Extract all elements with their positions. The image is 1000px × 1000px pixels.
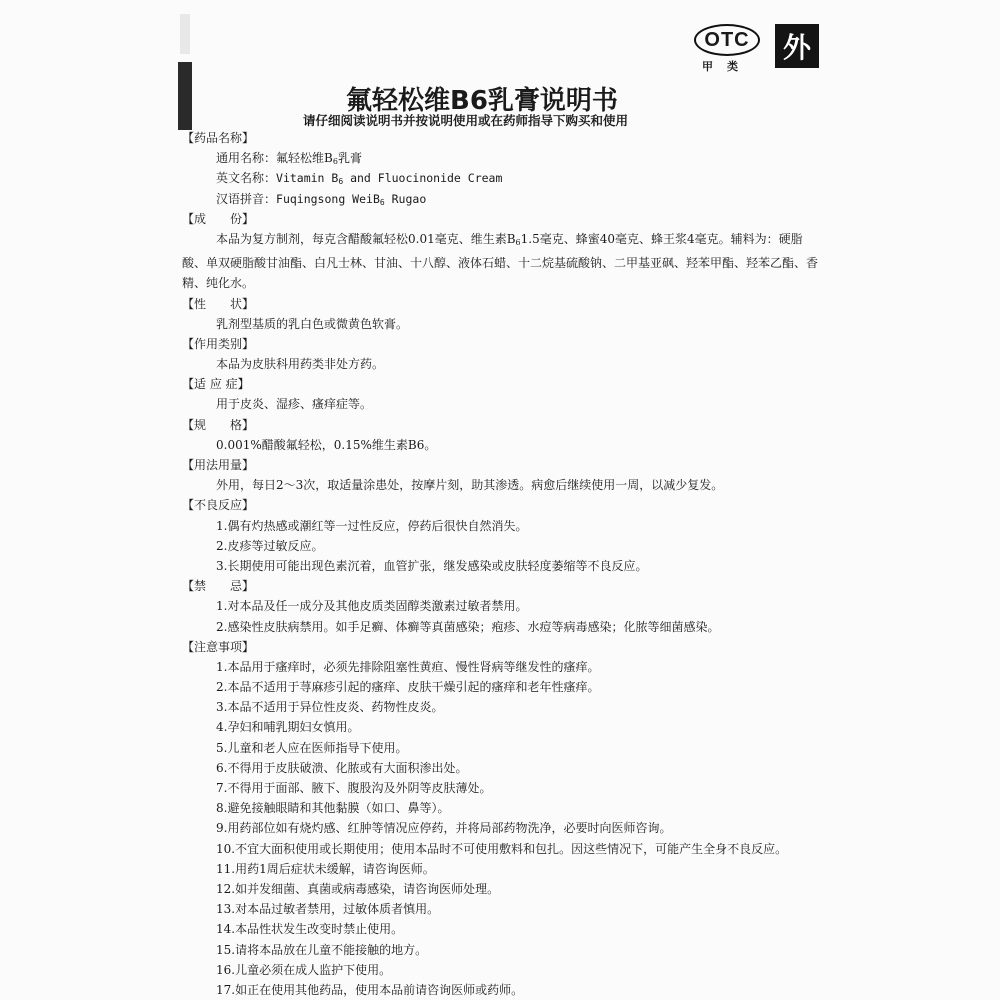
precaution-item: 2.本品不适用于荨麻疹引起的瘙痒、皮肤干燥引起的瘙痒和老年性瘙痒。: [216, 680, 600, 695]
precaution-item: 11.用药1周后症状未缓解，请咨询医师。: [216, 861, 435, 876]
pinyin-name-value: Fuqingsong WeiB$_6$ Rugao: [276, 191, 427, 207]
leaflet-content: [182, 128, 822, 1000]
precaution-item: 10.不宜大面积使用或长期使用；使用本品时不可使用敷料和包扎。因这些情况下，可能产生全身不良反应。: [216, 841, 788, 856]
adverse-item: 3.长期使用可能出现色素沉着，血管扩张，继发感染或皮肤轻度萎缩等不良反应。: [216, 558, 648, 573]
pinyin-name-label: 汉语拼音：: [216, 191, 277, 206]
english-name-label: 英文名称：: [216, 171, 277, 186]
composition-text: 本品为复方制剂，每克含醋酸氟轻松0.01毫克、维生素$B_61.5$毫克、蜂蜜40毫克、蜂王浆4毫克。辅料为：硬脂酸、单双硬脂酸甘油酯、白凡士林、甘油、十八醇、液体石蜡、十二烷基硫酸钠、二甲基亚砜、羟苯甲酯、羟苯乙酯、香精、纯化水。: [182, 231, 819, 291]
section-heading-adverse: 【不良反应】: [182, 498, 255, 513]
precaution-item: 13.对本品过敏者禁用，过敏体质者慎用。: [216, 902, 440, 917]
section-heading-indications: 【适 应 症】: [182, 377, 250, 392]
otc-oval-label: OTC: [694, 24, 760, 56]
page-subtitle: 请仔细阅读说明书并按说明使用或在药师指导下购买和使用: [303, 113, 629, 128]
precaution-item: 3.本品不适用于异位性皮炎、药物性皮炎。: [216, 700, 444, 715]
common-name-row: [182, 148, 822, 168]
precaution-item: 1.本品用于瘙痒时，必须先排除阻塞性黄疸、慢性肾病等继发性的瘙痒。: [216, 659, 600, 674]
precaution-item: 14.本品性状发生改变时禁止使用。: [216, 922, 404, 937]
otc-class-label: 甲类: [702, 60, 752, 73]
precaution-item: 16.儿童必须在成人监护下使用。: [216, 962, 392, 977]
category-text: 本品为皮肤科用药类非处方药。: [216, 357, 385, 372]
precaution-item: 4.孕妇和哺乳期妇女慎用。: [216, 720, 360, 735]
scan-margin-mark: [180, 14, 190, 54]
section-heading-category: 【作用类别】: [182, 336, 255, 351]
english-name-value: Vitamin $B_6$ and Fluocinonide Cream: [276, 171, 503, 187]
appearance-text: 乳剂型基质的乳白色或微黄色软膏。: [216, 316, 409, 331]
section-heading-spec: 【规 格】: [182, 417, 255, 432]
usage-text: 外用，每日2～3次，取适量涂患处，按摩片刻，助其渗透。病愈后继续使用一周，以减少复发。: [216, 478, 724, 493]
common-name-label: 通用名称：: [216, 151, 277, 166]
section-heading-composition: 【成 份】: [182, 211, 255, 226]
section-heading-name: 【药品名称】: [182, 131, 255, 145]
adverse-item: 2.皮疹等过敏反应。: [216, 538, 324, 553]
section-heading-contra: 【禁 忌】: [182, 579, 255, 594]
section-heading-appearance: 【性 状】: [182, 296, 255, 311]
indications-text: 用于皮炎、湿疹、瘙痒症等。: [216, 397, 373, 412]
contra-item: 2.感染性皮肤病禁用。如手足癣、体癣等真菌感染；疱疹、水痘等病毒感染；化脓等细菌感染。: [216, 619, 720, 634]
common-name-value: 氟轻松维$B_6$乳膏: [276, 151, 362, 167]
precaution-item: 15.请将本品放在儿童不能接触的地方。: [216, 942, 428, 957]
external-use-badge: 外: [775, 24, 819, 68]
contra-item: 1.对本品及任一成分及其他皮质类固醇类激素过敏者禁用。: [216, 599, 528, 614]
section-heading-precautions: 【注意事项】: [182, 639, 255, 654]
precaution-item: 17.如正在使用其他药品，使用本品前请咨询医师或药师。: [216, 982, 524, 997]
precaution-item: 6.不得用于皮肤破溃、化脓或有大面积渗出处。: [216, 760, 468, 775]
pinyin-name-row: [182, 189, 822, 209]
adverse-item: 1.偶有灼热感或潮红等一过性反应，停药后很快自然消失。: [216, 518, 528, 533]
precaution-item: 8.避免接触眼睛和其他黏膜（如口、鼻等）。: [216, 801, 450, 816]
spec-text: 0.001%醋酸氟轻松，0.15%维生素B6。: [216, 437, 437, 452]
otc-badge: [694, 24, 762, 72]
page-title: 氟轻松维B6乳膏说明书: [346, 86, 618, 116]
scan-edge-bar: [178, 62, 192, 130]
precaution-item: 5.儿童和老人应在医师指导下使用。: [216, 740, 408, 755]
precaution-item: 7.不得用于面部、腋下、腹股沟及外阴等皮肤薄处。: [216, 781, 492, 796]
precaution-item: 12.如并发细菌、真菌或病毒感染，请咨询医师处理。: [216, 881, 500, 896]
precaution-item: 9.用药部位如有烧灼感、红肿等情况应停药，并将局部药物洗净，必要时向医师咨询。: [216, 821, 672, 836]
section-heading-usage: 【用法用量】: [182, 458, 255, 473]
english-name-row: [182, 168, 822, 188]
